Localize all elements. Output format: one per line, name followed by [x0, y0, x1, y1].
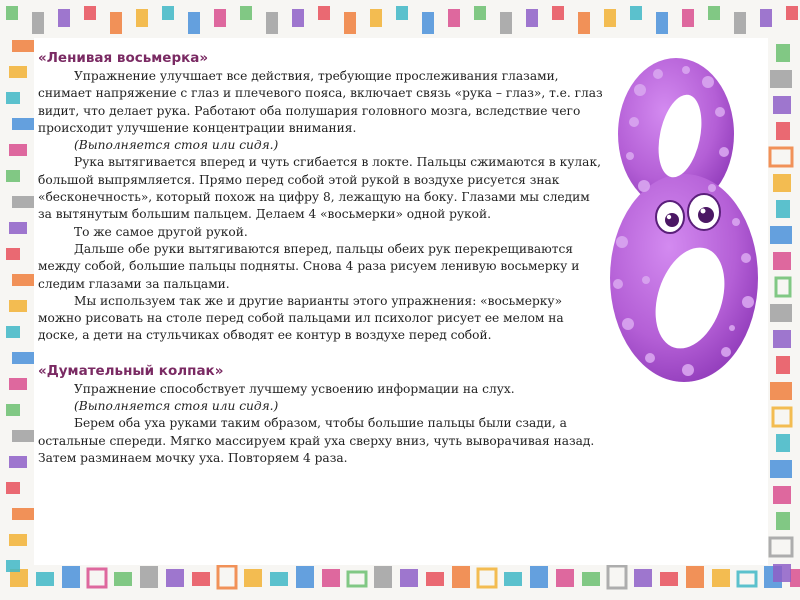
- frame-tile: [9, 378, 27, 390]
- frame-tile: [270, 572, 288, 586]
- frame-tile: [708, 6, 720, 20]
- frame-tile: [770, 382, 792, 400]
- frame-tile: [9, 144, 27, 156]
- frame-tile: [448, 9, 460, 27]
- frame-tile: [9, 456, 27, 468]
- frame-tile: [552, 6, 564, 20]
- section-title-thinking-cap: «Думательный колпак»: [38, 362, 224, 379]
- frame-tile: [244, 569, 262, 587]
- frame-tile: [770, 70, 792, 88]
- frame-tile: [12, 508, 34, 520]
- frame-tile: [370, 9, 382, 27]
- frame-tile: [608, 566, 626, 588]
- frame-tile: [292, 9, 304, 27]
- frame-tile: [630, 6, 642, 20]
- frame-tile: [12, 352, 34, 364]
- frame-tile: [12, 196, 34, 208]
- section1-note: (Выполняется стоя или сидя.): [74, 138, 279, 153]
- frame-tile: [530, 566, 548, 588]
- frame-tile: [6, 170, 20, 182]
- frame-tile: [604, 9, 616, 27]
- section2-step1: Берем оба уха руками таким образом, чтобы большие пальцы были сзади, а остальные спереди. Мягко массируем край уха сверху вниз, чуть выворачивая назад. Затем разминаем мочку уха. Повторяем 4 раза.: [38, 416, 595, 465]
- section1-step3: Дальше обе руки вытягиваются вперед, пальцы обеих рук перекрещиваются между собой, большие пальцы подняты. Снова 4 раза рисуем ленивую восьмерку и следим глазами за пальцами.: [38, 241, 580, 291]
- frame-tile: [9, 300, 27, 312]
- frame-tile: [32, 12, 44, 34]
- frame-tile: [474, 6, 486, 20]
- frame-tile: [504, 572, 522, 586]
- frame-tile: [773, 174, 791, 192]
- frame-tile: [214, 9, 226, 27]
- frame-tile: [9, 66, 27, 78]
- frame-tile: [770, 148, 792, 166]
- frame-tile: [6, 560, 20, 572]
- frame-tile: [773, 330, 791, 348]
- frame-tile: [452, 566, 470, 588]
- frame-tile: [114, 572, 132, 586]
- frame-tile: [582, 572, 600, 586]
- frame-tile: [770, 304, 792, 322]
- frame-tile: [526, 9, 538, 27]
- frame-tile: [773, 486, 791, 504]
- frame-tile: [396, 6, 408, 20]
- frame-tile: [422, 12, 434, 34]
- frame-tile: [6, 404, 20, 416]
- frame-tile: [6, 6, 18, 20]
- frame-tile: [500, 12, 512, 34]
- section1-intro: Упражнение улучшает все действия, требующие прослеживания глазами, снимает напряжение с глаз и плечевого пояса, включает связь «рука – глаз», т.е. глаз видит, что делает рука. Работают оба полушария головного мозга, вследствие чего происходит улучшение концентрации внимания.: [38, 69, 603, 135]
- frame-tile: [773, 96, 791, 114]
- section1-step2: То же самое другой рукой.: [74, 224, 248, 239]
- frame-tile: [36, 572, 54, 586]
- section2-intro: Упражнение способствует лучшему усвоению информации на слух.: [74, 381, 515, 396]
- frame-tile: [322, 569, 340, 587]
- frame-tile: [776, 122, 790, 140]
- frame-tile: [344, 12, 356, 34]
- frame-tile: [773, 564, 791, 582]
- frame-tile: [136, 9, 148, 27]
- frame-tile: [686, 566, 704, 588]
- frame-tile: [634, 569, 652, 587]
- frame-tile: [188, 12, 200, 34]
- frame-tile: [712, 569, 730, 587]
- frame-tile: [318, 6, 330, 20]
- frame-tile: [578, 12, 590, 34]
- frame-tile: [6, 92, 20, 104]
- frame-tile: [400, 569, 418, 587]
- frame-tile: [192, 572, 210, 586]
- frame-tile: [776, 278, 790, 296]
- frame-tile: [12, 274, 34, 286]
- frame-tile: [110, 12, 122, 34]
- frame-tile: [166, 569, 184, 587]
- frame-tile: [84, 6, 96, 20]
- frame-tile: [266, 12, 278, 34]
- frame-tile: [478, 569, 496, 587]
- frame-tile: [9, 222, 27, 234]
- frame-tile: [786, 6, 798, 20]
- frame-tile: [12, 430, 34, 442]
- frame-tile: [656, 12, 668, 34]
- frame-tile: [776, 44, 790, 62]
- frame-tile: [296, 566, 314, 588]
- frame-tile: [162, 6, 174, 20]
- frame-tile: [682, 9, 694, 27]
- frame-tile: [660, 572, 678, 586]
- frame-tile: [776, 356, 790, 374]
- frame-tile: [773, 408, 791, 426]
- frame-tile: [348, 572, 366, 586]
- frame-tile: [374, 566, 392, 588]
- text-content: [38, 49, 606, 467]
- frame-tile: [58, 9, 70, 27]
- frame-tile: [62, 566, 80, 588]
- frame-tile: [770, 538, 792, 556]
- frame-tile: [6, 248, 20, 260]
- cartoon-eight-illustration: [600, 52, 760, 388]
- frame-tile: [218, 566, 236, 588]
- frame-tile: [770, 460, 792, 478]
- frame-tile: [776, 434, 790, 452]
- frame-tile: [140, 566, 158, 588]
- section1-step1: Рука вытягивается вперед и чуть сгибается в локте. Пальцы сжимаются в кулак, большой выпрямляется. Прямо перед собой этой рукой в воздухе рисуется знак «бесконечность», который похож на цифру 8, лежащую на боку. Глазами мы следим за вытянутым большим пальцем. Делаем 4 «восьмерки» одной рукой.: [38, 155, 601, 222]
- frame-tile: [12, 40, 34, 52]
- frame-tile: [12, 118, 34, 130]
- frame-tile: [6, 326, 20, 338]
- frame-tile: [734, 12, 746, 34]
- frame-tile: [760, 9, 772, 27]
- frame-tile: [426, 572, 444, 586]
- frame-tile: [776, 200, 790, 218]
- section-title-lazy-eight: «Ленивая восьмерка»: [38, 50, 209, 66]
- frame-tile: [738, 572, 756, 586]
- frame-tile: [556, 569, 574, 587]
- frame-tile: [790, 569, 800, 587]
- section1-step4: Мы используем так же и другие варианты этого упражнения: «восьмерку» можно рисовать на столе перед собой пальцами ил психолог рисует ее мелом на доске, а дети на стульчиках обводят ее контур в воздухе перед собой.: [38, 293, 564, 343]
- section2-note: (Выполняется стоя или сидя.): [74, 399, 279, 414]
- frame-tile: [773, 252, 791, 270]
- frame-tile: [9, 534, 27, 546]
- frame-tile: [240, 6, 252, 20]
- frame-tile: [770, 226, 792, 244]
- frame-tile: [88, 569, 106, 587]
- frame-tile: [6, 482, 20, 494]
- frame-tile: [776, 512, 790, 530]
